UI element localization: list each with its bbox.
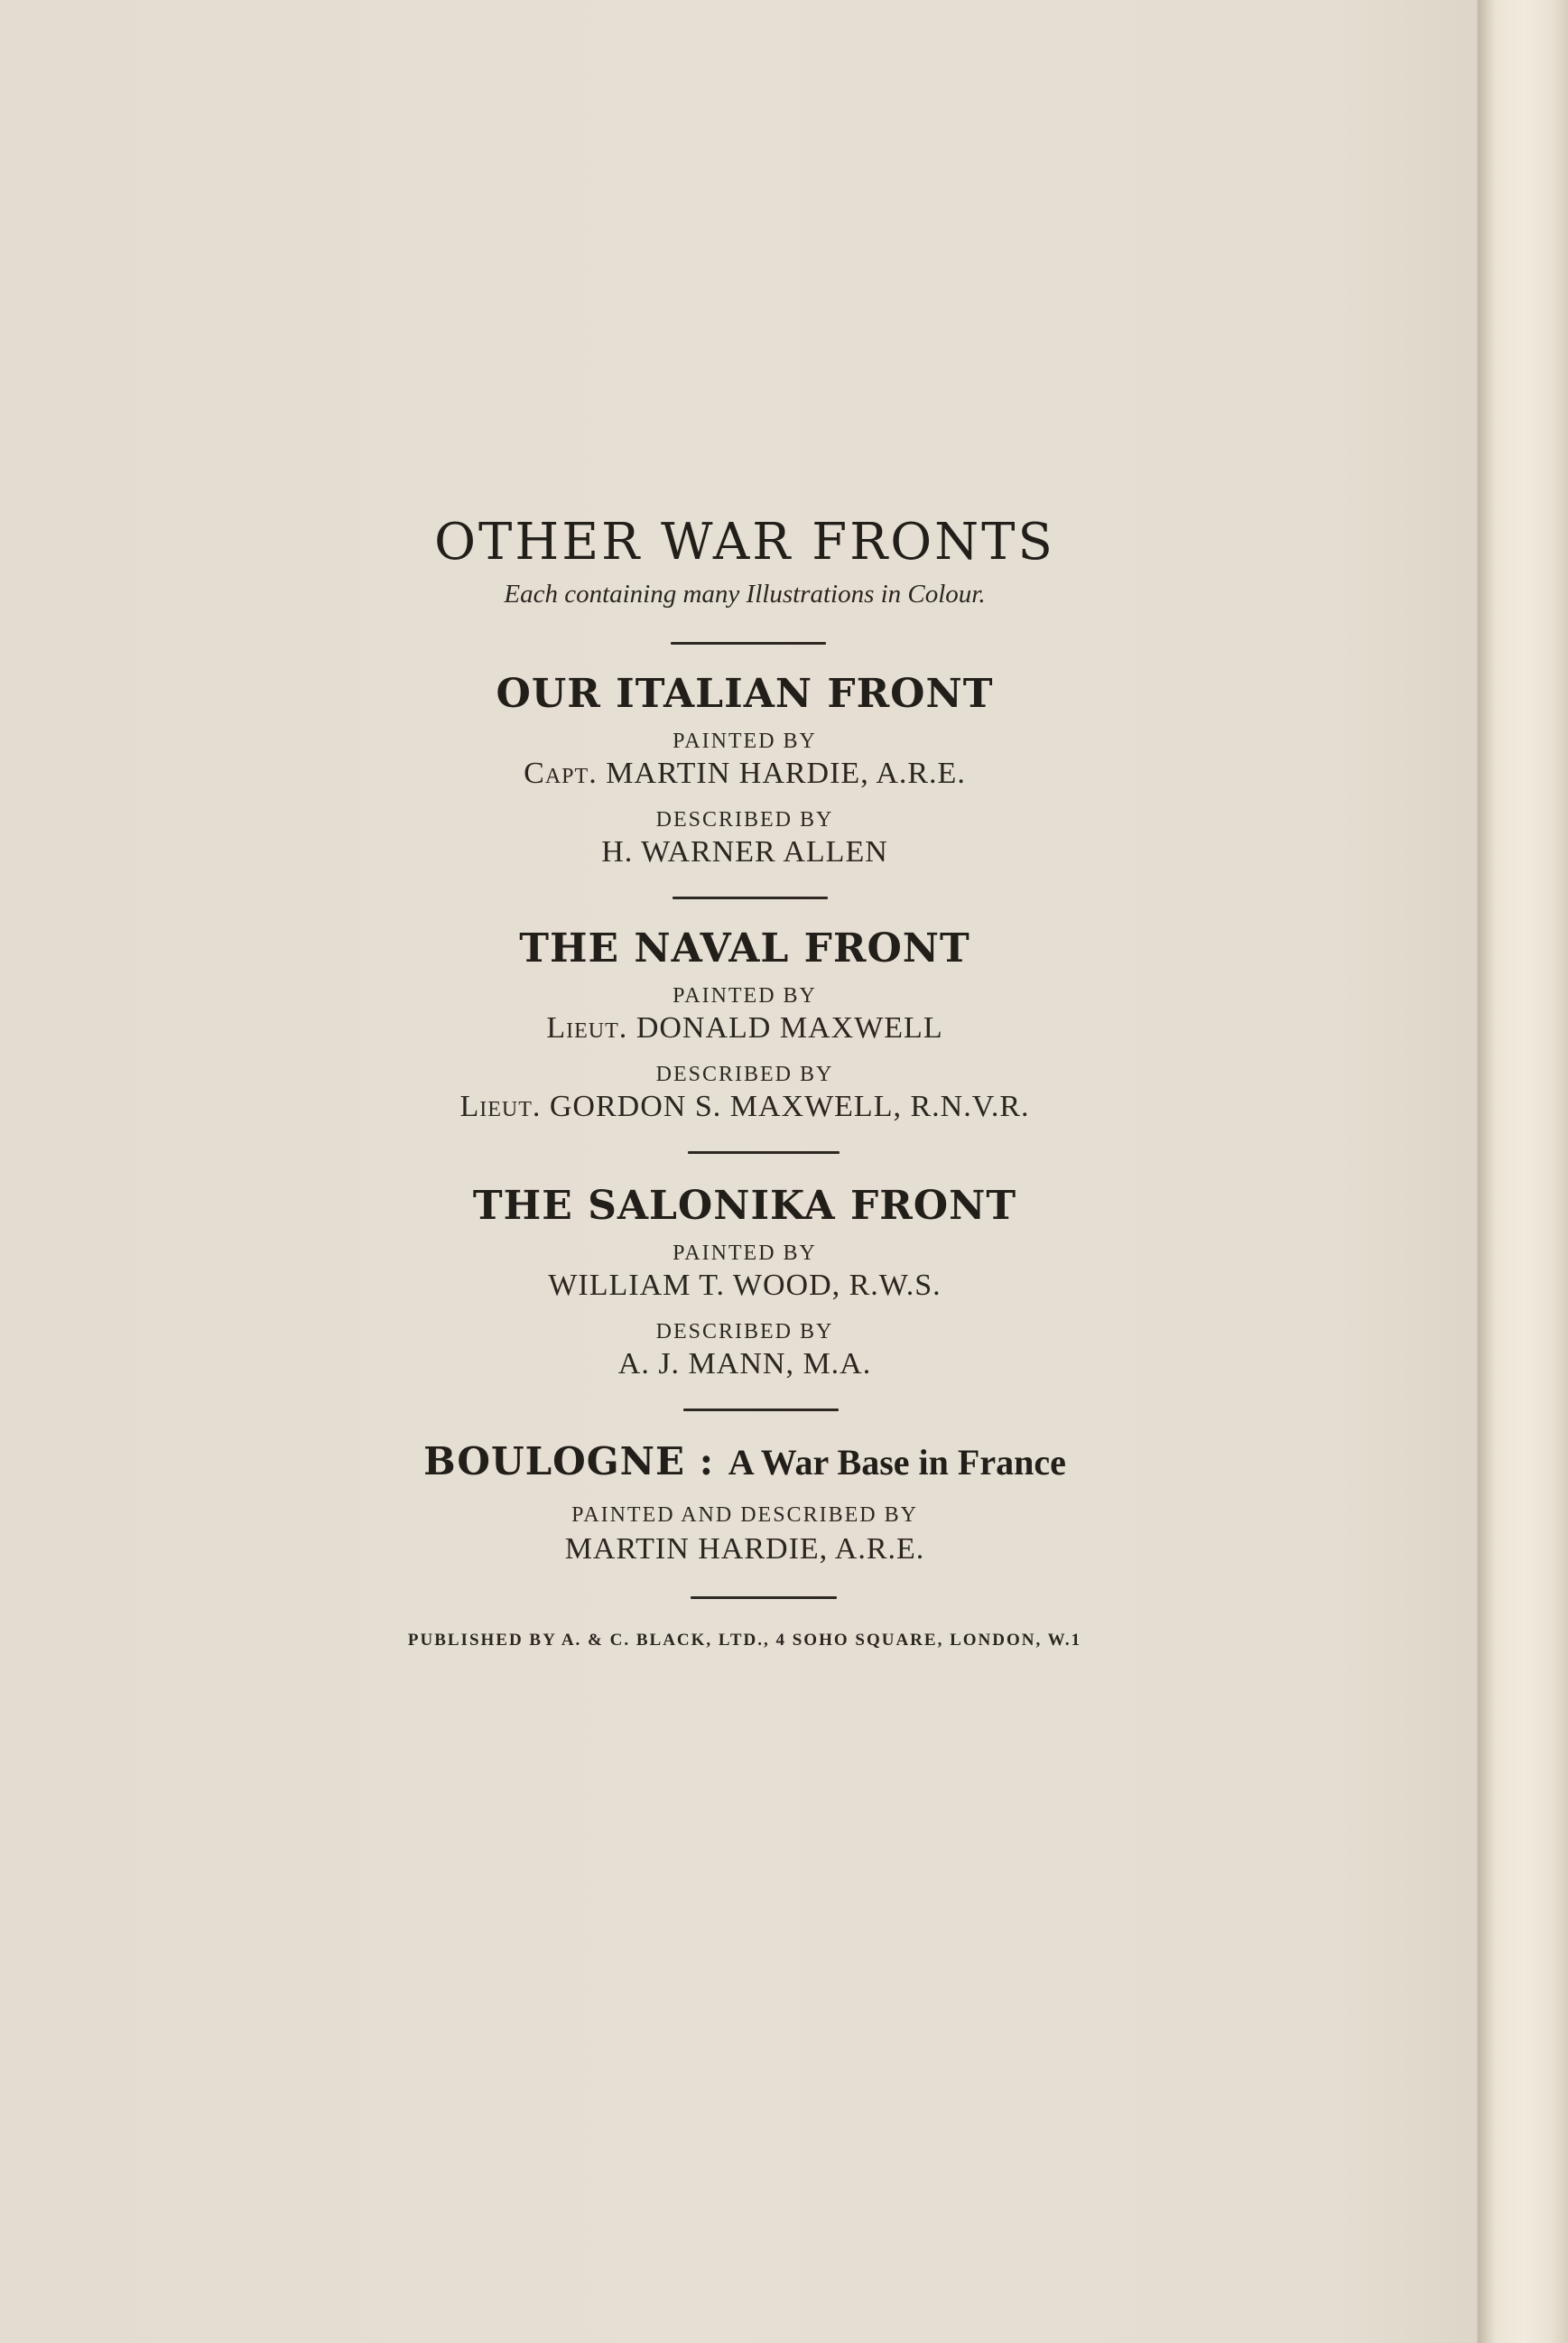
- describer-text: GORDON S. MAXWELL, R.N.V.R.: [549, 1090, 1030, 1123]
- boulogne-title-main: BOULOGNE :: [423, 1439, 715, 1483]
- describer-name: [0, 1090, 1489, 1124]
- described-by-label: DESCRIBED BY: [655, 808, 834, 832]
- book-title-boulogne: [0, 1439, 1489, 1483]
- painted-by-label: PAINTED BY: [673, 730, 817, 753]
- described-by-label: DESCRIBED BY: [655, 1063, 834, 1086]
- painter-text: MARTIN HARDIE, A.R.E.: [606, 757, 966, 790]
- painter-rank: Lieut.: [546, 1011, 628, 1045]
- painted-and-described-by-label: PAINTED AND DESCRIBED BY: [571, 1503, 918, 1527]
- divider-rule: [683, 1409, 839, 1411]
- publisher-imprint: PUBLISHED BY A. & C. BLACK, LTD., 4 SOHO SQUARE, LONDON, W.1: [407, 1631, 1082, 1650]
- book-title-salonika-front: THE SALONIKA FRONT: [472, 1183, 1017, 1229]
- book-title-naval-front: THE NAVAL FRONT: [519, 925, 970, 972]
- described-by-label: DESCRIBED BY: [655, 1320, 834, 1344]
- painter-text: DONALD MAXWELL: [636, 1011, 943, 1045]
- painter-rank: Capt.: [524, 757, 598, 790]
- divider-rule: [673, 897, 828, 899]
- painter-name: WILLIAM T. WOOD, R.W.S.: [548, 1269, 942, 1302]
- painter-name: [0, 757, 1489, 791]
- divider-rule: [671, 642, 826, 645]
- book-spine: [1480, 0, 1568, 2343]
- painter-name: MARTIN HARDIE, A.R.E.: [564, 1532, 925, 1566]
- divider-rule: [688, 1151, 840, 1154]
- painted-by-label: PAINTED BY: [673, 1241, 817, 1265]
- describer-name: H. WARNER ALLEN: [601, 835, 888, 869]
- describer-name: A. J. MANN, M.A.: [617, 1347, 872, 1381]
- painted-by-label: PAINTED BY: [673, 984, 817, 1008]
- page-subtitle: Each containing many Illustrations in Colour.: [504, 580, 986, 609]
- book-title-italian-front: OUR ITALIAN FRONT: [496, 671, 994, 717]
- boulogne-title-sub: A War Base in France: [728, 1442, 1066, 1483]
- divider-rule: [691, 1596, 837, 1599]
- page-title: OTHER WAR FRONTS: [434, 513, 1055, 572]
- describer-rank: Lieut.: [459, 1090, 542, 1123]
- painter-name: [0, 1011, 1489, 1046]
